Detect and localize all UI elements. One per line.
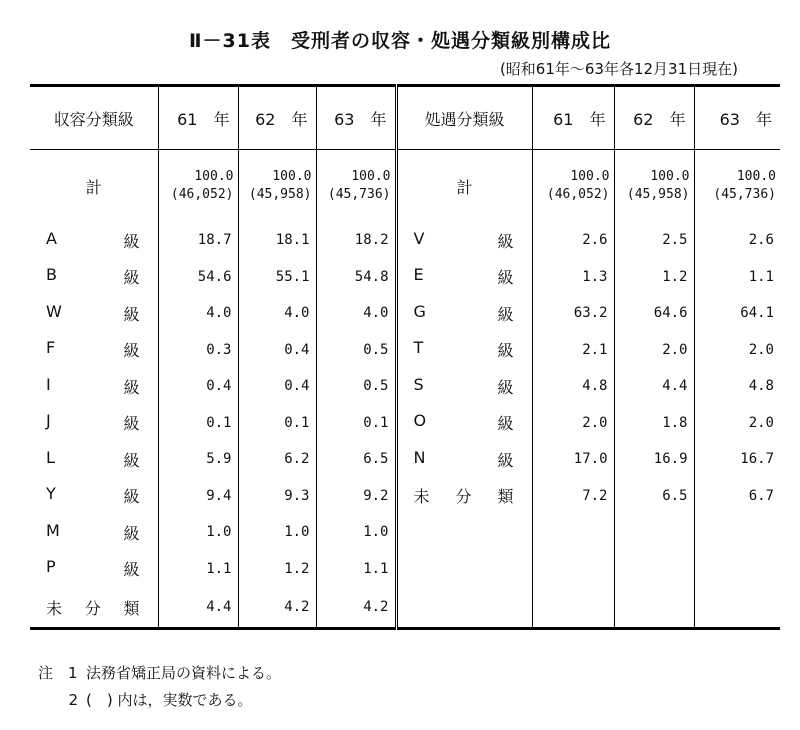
left-value-cell: 54.8	[316, 259, 396, 296]
left-value-cell: 1.2	[238, 551, 316, 588]
class-suffix: 級	[123, 487, 140, 507]
table-row	[30, 368, 780, 405]
right-value-cell: 1.8	[614, 405, 694, 442]
class-code: T	[413, 338, 424, 358]
left-value-cell: 18.2	[316, 222, 396, 259]
class-code: F	[46, 338, 56, 358]
row-label-wrap	[30, 375, 158, 398]
class-suffix: 級	[123, 414, 140, 434]
left-value-cell: 1.0	[238, 514, 316, 551]
left-row-label	[30, 259, 158, 296]
left-value-cell: 0.4	[158, 368, 238, 405]
right-value-cell: 64.1	[694, 295, 780, 332]
left-value-cell: 9.2	[316, 478, 396, 515]
row-label-wrap	[398, 411, 532, 434]
right-value-cell	[614, 514, 694, 551]
row-label-wrap	[30, 265, 158, 288]
left-value-cell: 9.3	[238, 478, 316, 515]
left-row-label	[30, 332, 158, 369]
class-code: M	[46, 520, 60, 540]
class-suffix: 級	[123, 341, 140, 361]
class-code: 未	[413, 487, 430, 507]
total-pct: 100.0	[650, 169, 690, 184]
left-value-cell: 0.5	[316, 368, 396, 405]
row-label-wrap	[30, 229, 158, 252]
row-label-wrap	[398, 448, 532, 471]
row-label-wrap	[398, 375, 532, 398]
right-value-cell: 2.6	[532, 222, 614, 259]
class-suffix: 級	[123, 304, 140, 324]
row-label-wrap	[30, 448, 158, 471]
class-code: S	[413, 374, 424, 394]
left-value-cell: 1.1	[158, 551, 238, 588]
right-row-label	[396, 478, 532, 515]
left-value-cell: 0.4	[238, 368, 316, 405]
left-total-label: 計	[85, 177, 102, 197]
class-suffix: 級	[497, 450, 514, 470]
right-value-cell: 2.0	[694, 332, 780, 369]
class-suffix: 級	[123, 523, 140, 543]
left-value-cell: 18.7	[158, 222, 238, 259]
total-count: (45,736)	[327, 187, 391, 202]
left-row-label	[30, 478, 158, 515]
left-value-cell: 6.2	[238, 441, 316, 478]
total-count: (45,958)	[248, 187, 312, 202]
class-suffix: 級	[123, 560, 140, 580]
right-value-cell	[532, 551, 614, 588]
row-label-wrap	[398, 338, 532, 361]
right-value-cell: 2.0	[532, 405, 614, 442]
class-code: N	[413, 447, 426, 467]
right-row-label	[396, 551, 532, 588]
left-year-header-61: 61 年	[158, 86, 238, 150]
table-row	[30, 332, 780, 369]
right-value-cell: 17.0	[532, 441, 614, 478]
left-value-cell: 1.0	[158, 514, 238, 551]
class-suffix: 級	[497, 341, 514, 361]
left-value-cell: 4.0	[316, 295, 396, 332]
left-total-61	[158, 150, 238, 223]
total-count: (46,052)	[170, 187, 234, 202]
right-value-cell: 16.9	[614, 441, 694, 478]
right-value-cell: 1.3	[532, 259, 614, 296]
right-value-cell	[694, 587, 780, 629]
right-total-62	[614, 150, 694, 223]
right-value-cell	[694, 514, 780, 551]
class-code: G	[413, 301, 426, 321]
left-value-cell: 0.3	[158, 332, 238, 369]
class-suffix: 類	[497, 487, 514, 507]
right-value-cell	[694, 551, 780, 588]
class-code: A	[46, 228, 57, 248]
table-title: Ⅱ－31表 受刑者の収容・処遇分類級別構成比	[189, 30, 611, 52]
left-value-cell: 0.1	[158, 405, 238, 442]
right-value-cell: 6.7	[694, 478, 780, 515]
table-row	[30, 295, 780, 332]
class-suffix: 級	[497, 304, 514, 324]
left-value-cell: 1.0	[316, 514, 396, 551]
total-count: (46,052)	[546, 187, 610, 202]
row-label-wrap	[398, 265, 532, 288]
row-label-wrap	[30, 596, 158, 619]
right-value-cell: 63.2	[532, 295, 614, 332]
right-value-cell	[532, 587, 614, 629]
class-suffix: 級	[497, 268, 514, 288]
left-value-cell: 54.6	[158, 259, 238, 296]
left-value-cell: 4.4	[158, 587, 238, 629]
class-code: B	[46, 265, 57, 285]
class-code: J	[46, 411, 51, 431]
right-year-header-63: 63 年	[694, 86, 780, 150]
row-label-wrap	[398, 484, 532, 507]
left-row-label	[30, 295, 158, 332]
note-prefix: 注 1	[38, 664, 78, 682]
right-value-cell: 2.0	[614, 332, 694, 369]
left-value-cell: 55.1	[238, 259, 316, 296]
right-value-cell: 16.7	[694, 441, 780, 478]
right-value-cell: 4.8	[532, 368, 614, 405]
total-pct: 100.0	[351, 169, 391, 184]
row-label-wrap	[30, 557, 158, 580]
class-code: P	[46, 557, 56, 577]
right-total-61	[532, 150, 614, 223]
table-row	[30, 514, 780, 551]
left-value-cell: 6.5	[316, 441, 396, 478]
left-total-63	[316, 150, 396, 223]
left-value-cell: 18.1	[238, 222, 316, 259]
class-suffix: 級	[497, 414, 514, 434]
right-category-header: 処遇分類級	[396, 86, 532, 150]
total-pct: 100.0	[194, 169, 234, 184]
right-value-cell: 2.6	[694, 222, 780, 259]
table-row	[30, 587, 780, 629]
left-value-cell: 0.1	[316, 405, 396, 442]
class-code: I	[46, 374, 51, 394]
left-total-62	[238, 150, 316, 223]
table-row	[30, 551, 780, 588]
right-value-cell: 2.0	[694, 405, 780, 442]
table-row	[30, 441, 780, 478]
header-row	[30, 86, 780, 150]
right-row-label	[396, 222, 532, 259]
left-value-cell: 9.4	[158, 478, 238, 515]
right-row-label	[396, 368, 532, 405]
left-value-cell: 4.2	[238, 587, 316, 629]
right-row-label	[396, 514, 532, 551]
row-label-wrap	[30, 484, 158, 507]
class-code: E	[413, 265, 424, 285]
table-row	[30, 478, 780, 515]
class-suffix: 級	[123, 377, 140, 397]
note-prefix: 2	[68, 691, 78, 709]
class-mid: 分	[84, 598, 101, 618]
right-value-cell: 7.2	[532, 478, 614, 515]
right-value-cell: 2.1	[532, 332, 614, 369]
classification-table	[30, 84, 780, 630]
left-row-label	[30, 587, 158, 629]
left-value-cell: 4.0	[238, 295, 316, 332]
left-year-header-63: 63 年	[316, 86, 396, 150]
class-code: Y	[46, 484, 56, 504]
left-row-label	[30, 551, 158, 588]
right-value-cell	[614, 551, 694, 588]
class-suffix: 級	[123, 231, 140, 251]
left-row-label	[30, 441, 158, 478]
row-label-wrap	[398, 229, 532, 252]
table-row	[30, 222, 780, 259]
left-year-header-62: 62 年	[238, 86, 316, 150]
left-value-cell: 1.1	[316, 551, 396, 588]
class-code: V	[413, 228, 425, 248]
right-row-label	[396, 332, 532, 369]
right-value-cell: 6.5	[614, 478, 694, 515]
notes	[38, 660, 281, 714]
row-label-wrap	[30, 338, 158, 361]
class-code: 未	[46, 598, 63, 618]
total-pct: 100.0	[570, 169, 610, 184]
left-value-cell: 0.1	[238, 405, 316, 442]
class-suffix: 級	[123, 268, 140, 288]
class-suffix: 級	[497, 377, 514, 397]
class-suffix: 類	[123, 598, 140, 618]
right-total-label: 計	[396, 150, 532, 223]
class-code: W	[46, 301, 62, 321]
left-category-header: 収容分類級	[30, 86, 158, 150]
right-value-cell: 64.6	[614, 295, 694, 332]
class-suffix: 級	[123, 450, 140, 470]
right-row-label	[396, 259, 532, 296]
right-row-label	[396, 587, 532, 629]
class-mid: 分	[455, 487, 472, 507]
right-row-label	[396, 405, 532, 442]
note-1	[38, 660, 281, 687]
right-value-cell: 4.8	[694, 368, 780, 405]
total-count: (45,736)	[713, 187, 776, 202]
left-row-label	[30, 222, 158, 259]
note-text: ( ) 内は，実数である。	[86, 691, 253, 709]
left-value-cell: 5.9	[158, 441, 238, 478]
row-label-wrap	[398, 302, 532, 325]
right-value-cell: 1.1	[694, 259, 780, 296]
left-value-cell: 4.2	[316, 587, 396, 629]
left-row-label	[30, 514, 158, 551]
right-row-label	[396, 441, 532, 478]
class-suffix: 級	[497, 231, 514, 251]
left-value-cell: 0.5	[316, 332, 396, 369]
left-row-label	[30, 405, 158, 442]
note-2	[38, 687, 281, 714]
row-label-wrap	[30, 302, 158, 325]
left-row-label	[30, 368, 158, 405]
class-code: O	[413, 411, 427, 431]
right-value-cell	[614, 587, 694, 629]
total-count: (45,958)	[626, 187, 690, 202]
right-value-cell: 2.5	[614, 222, 694, 259]
total-pct: 100.0	[736, 169, 776, 184]
note-text: 法務省矯正局の資料による。	[86, 664, 282, 682]
table-row	[30, 259, 780, 296]
total-pct: 100.0	[272, 169, 312, 184]
table-subtitle: (昭和61年～63年各12月31日現在)	[499, 60, 738, 78]
right-year-header-61: 61 年	[532, 86, 614, 150]
right-year-header-62: 62 年	[614, 86, 694, 150]
left-value-cell: 0.4	[238, 332, 316, 369]
class-code: L	[46, 447, 55, 467]
right-row-label	[396, 295, 532, 332]
right-value-cell: 1.2	[614, 259, 694, 296]
row-label-wrap	[30, 521, 158, 544]
table-row	[30, 405, 780, 442]
row-label-wrap	[30, 411, 158, 434]
left-value-cell: 4.0	[158, 295, 238, 332]
right-value-cell: 4.4	[614, 368, 694, 405]
total-row	[30, 150, 780, 223]
right-value-cell	[532, 514, 614, 551]
right-total-63	[694, 150, 780, 223]
